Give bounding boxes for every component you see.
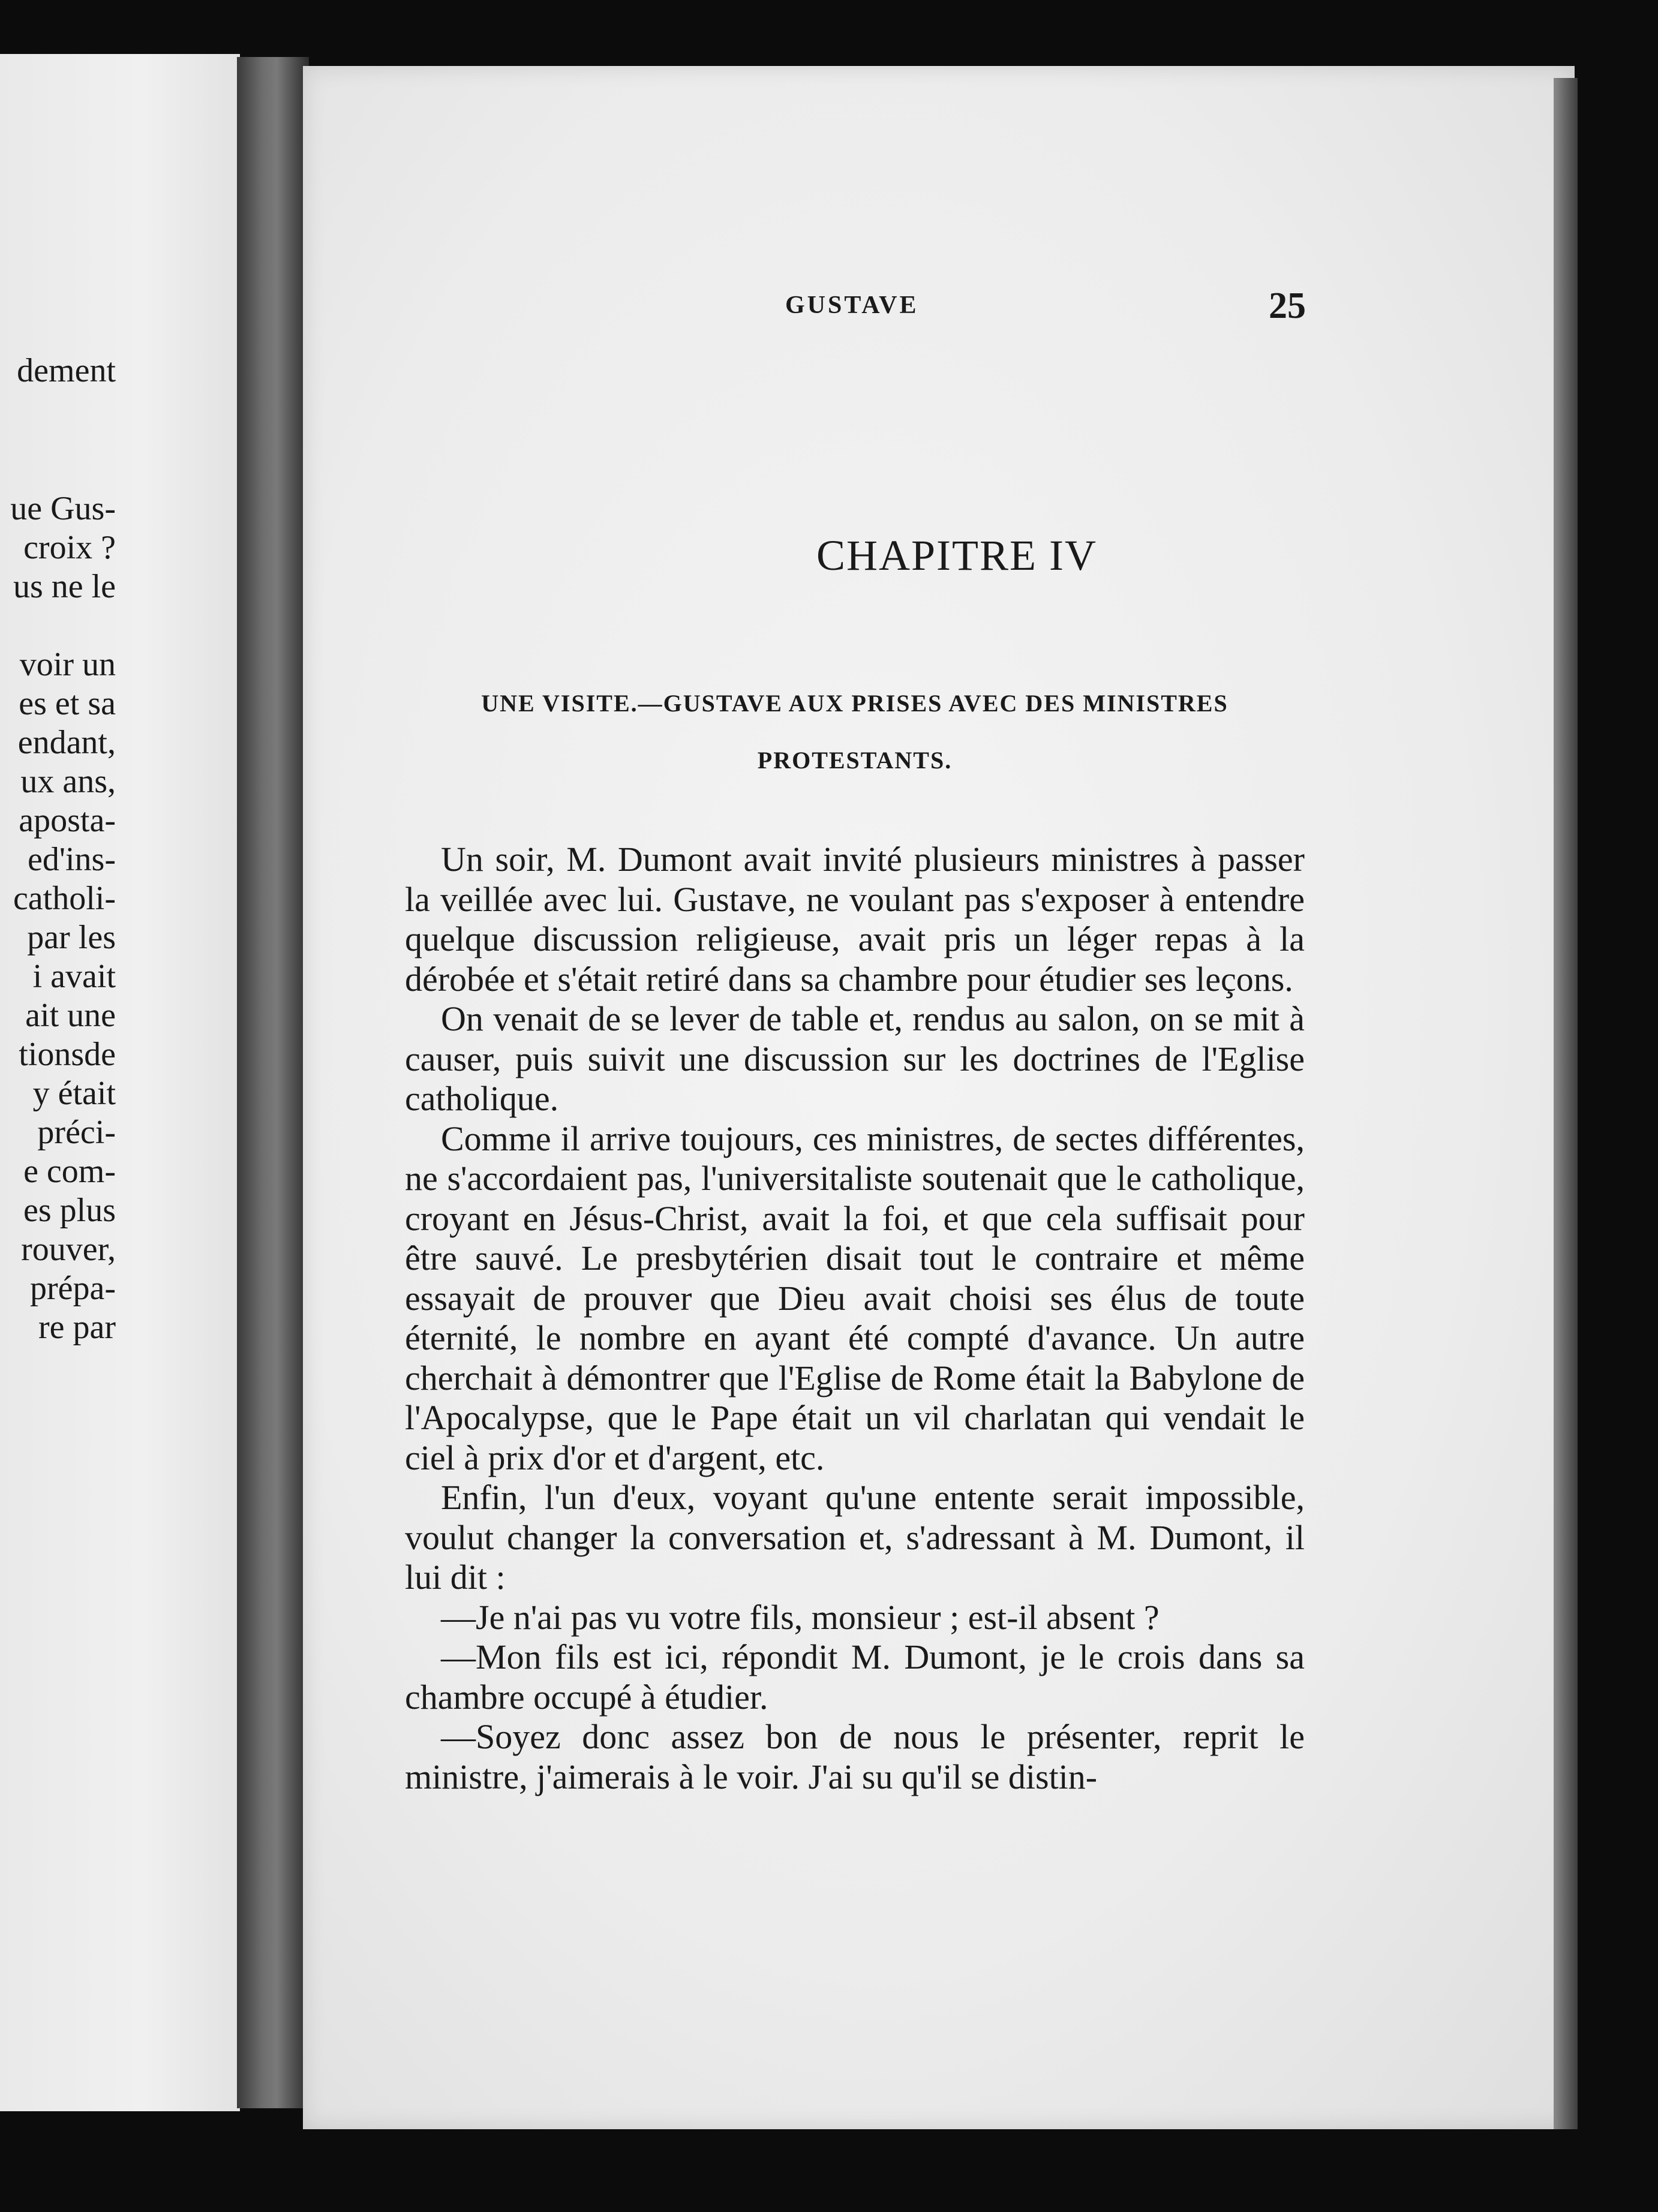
previous-page bbox=[0, 54, 240, 2111]
page-edge bbox=[1554, 78, 1578, 2129]
previous-page-line: us ne le bbox=[13, 568, 116, 605]
previous-page-line: dement bbox=[17, 352, 116, 389]
previous-page-line: e com- bbox=[23, 1153, 116, 1190]
previous-page-line: tionsde bbox=[19, 1036, 116, 1073]
paragraph: Comme il arrive toujours, ces ministres, de sectes différentes, ne s'accordaient pas, l'universitaliste soutenait que le catholique, croyant en Jésus-Christ, avait la foi, et que cela suffisait pour être sauvé. Le presbytérien disait tout le contraire et même essayait de prouver que Dieu avait choisi ses élus de toute éternité, le nombre en ayant été compté d'avance. Un autre cherchait à démontrer que l'Eglise de Rome était la Babylone de l'Apocalypse, que le Pape était un vil charlatan qui vendait le ciel à prix d'or et d'argent, etc. bbox=[405, 1119, 1305, 1477]
paragraph: —Soyez donc assez bon de nous le présenter, reprit le ministre, j'aimerais à le voir. J'ai su qu'il se distin- bbox=[405, 1717, 1305, 1796]
paragraph: Enfin, l'un d'eux, voyant qu'une entente serait impossible, voulut changer la conversation et, s'adressant à M. Dumont, il lui dit : bbox=[405, 1478, 1305, 1597]
previous-page-line: catholi- bbox=[13, 880, 116, 917]
previous-page-line: es plus bbox=[23, 1192, 116, 1229]
previous-page-line: par les bbox=[27, 919, 116, 956]
previous-page-line: y était bbox=[32, 1075, 116, 1112]
previous-page-line: croix ? bbox=[23, 529, 116, 566]
page-number: 25 bbox=[1269, 285, 1306, 326]
paragraph: Un soir, M. Dumont avait invité plusieurs ministres à passer la veillée avec lui. Gustave, ne voulant pas s'exposer à entendre quelque discussion religieuse, avait pris un léger repas à la dérobée et s'était retiré dans sa chambre pour étudier ses leçons. bbox=[405, 840, 1305, 999]
paragraph: —Mon fils est ici, répondit M. Dumont, je le crois dans sa chambre occupé à étudier. bbox=[405, 1637, 1305, 1717]
paragraph: —Je n'ai pas vu votre fils, monsieur ; est-il absent ? bbox=[441, 1597, 1160, 1637]
previous-page-line: es et sa bbox=[19, 685, 116, 722]
paragraph: On venait de se lever de table et, rendus au salon, on se mit à causer, puis suivit une discussion sur les doctrines de l'Eglise catholique. bbox=[405, 999, 1305, 1118]
previous-page-line: ux ans, bbox=[20, 763, 116, 800]
previous-page-line: endant, bbox=[17, 724, 116, 761]
previous-page-line: prépa- bbox=[29, 1270, 116, 1307]
previous-page-line: voir un bbox=[19, 646, 116, 683]
previous-page-line: ait une bbox=[25, 997, 116, 1034]
book-page bbox=[303, 66, 1575, 2129]
previous-page-line: rouver, bbox=[21, 1231, 116, 1268]
running-head bbox=[303, 285, 1575, 326]
previous-page-line: re par bbox=[38, 1309, 116, 1346]
previous-page-line: ed'ins- bbox=[28, 841, 116, 878]
body-text bbox=[405, 840, 1305, 1797]
chapter-subtitle: UNE VISITE.—GUSTAVE AUX PRISES AVEC DES MINISTRES PROTESTANTS. bbox=[481, 690, 1229, 774]
running-title: GUSTAVE bbox=[785, 291, 919, 319]
book-gutter bbox=[237, 57, 309, 2108]
previous-page-line: ue Gus- bbox=[10, 490, 116, 527]
previous-page-line: préci- bbox=[37, 1114, 116, 1151]
previous-page-line: aposta- bbox=[19, 802, 116, 839]
chapter-title: CHAPITRE IV bbox=[816, 531, 1097, 579]
previous-page-line: i avait bbox=[32, 958, 116, 995]
